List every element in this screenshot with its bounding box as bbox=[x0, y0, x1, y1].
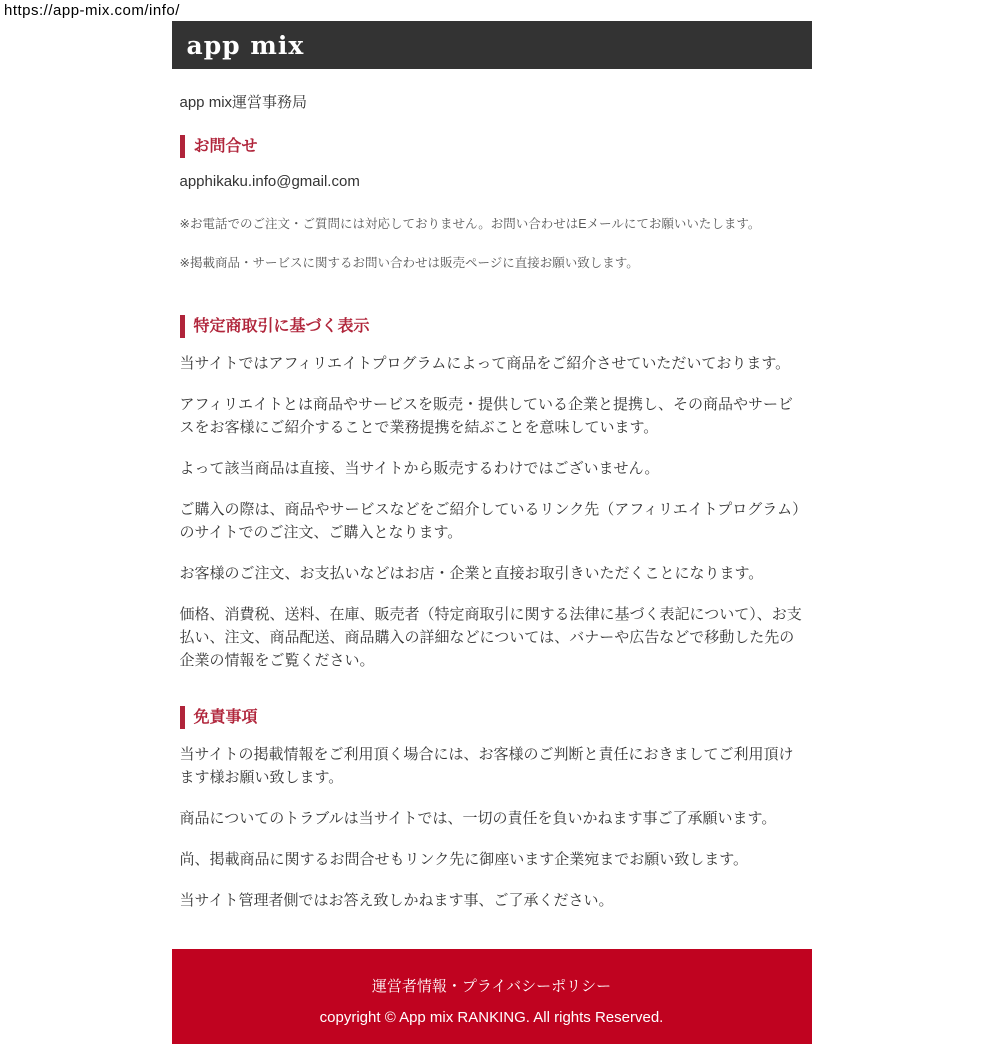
copyright-text: copyright © App mix RANKING. All rights Reserved. bbox=[319, 1009, 664, 1026]
page-container bbox=[172, 0, 812, 1044]
paragraph: お客様のご注文、お支払いなどはお店・企業と直接お取引きいただくことになります。 bbox=[179, 565, 764, 582]
contact-note: ※お電話でのご注文・ご質問には対応しておりません。お問い合わせはEメールにてお願いいたします。 bbox=[179, 217, 761, 231]
paragraph: 価格、消費税、送料、在庫、販売者（特定商取引に関する法律に基づく表記について）、お支払い、注文、商品配送、商品購入の詳細などについては、バナーや広告などで移動した先の企業の情報をご覧ください。 bbox=[179, 606, 802, 669]
paragraph: 尚、掲載商品に関するお問合せもリンク先に御座います企業宛までお願い致します。 bbox=[179, 851, 749, 868]
page-url-label: https://app-mix.com/info/ bbox=[4, 2, 180, 19]
section-heading-contact: お問合せ bbox=[180, 135, 804, 158]
section-heading-disclaimer: 免責事項 bbox=[180, 706, 804, 729]
main-content bbox=[172, 93, 812, 912]
contact-note: ※掲載商品・サービスに関するお問い合わせは販売ページに直接お願い致します。 bbox=[179, 256, 639, 270]
paragraph: アフィリエイトとは商品やサービスを販売・提供している企業と提携し、その商品やサービスをお客様にご紹介することで業務提携を結ぶことを意味しています。 bbox=[179, 396, 794, 436]
paragraph: 当サイトの掲載情報をご利用頂く場合には、お客様のご判断と責任におきましてご利用頂けます様お願い致します。 bbox=[179, 746, 794, 786]
paragraph: よって該当商品は直接、当サイトから販売するわけではございません。 bbox=[179, 460, 660, 477]
contact-email: apphikaku.info@gmail.com bbox=[179, 173, 360, 190]
paragraph: 当サイトではアフィリエイトプログラムによって商品をご紹介させていただいております。 bbox=[179, 355, 791, 372]
site-header bbox=[172, 21, 812, 69]
section-heading-tokutei: 特定商取引に基づく表示 bbox=[180, 315, 804, 338]
footer-privacy-link[interactable]: 運営者情報・プライバシーポリシー bbox=[371, 978, 612, 995]
operator-name: app mix運営事務局 bbox=[179, 94, 308, 111]
paragraph: 当サイト管理者側ではお答え致しかねます事、ご了承ください。 bbox=[179, 892, 614, 909]
site-title[interactable]: app mix bbox=[186, 30, 305, 60]
paragraph: 商品についてのトラブルは当サイトでは、一切の責任を負いかねます事ご了承願います。 bbox=[179, 810, 777, 827]
paragraph: ご購入の際は、商品やサービスなどをご紹介しているリンク先（アフィリエイトプログラム）のサイトでのご注文、ご購入となります。 bbox=[179, 501, 800, 541]
page-footer bbox=[172, 949, 812, 1044]
